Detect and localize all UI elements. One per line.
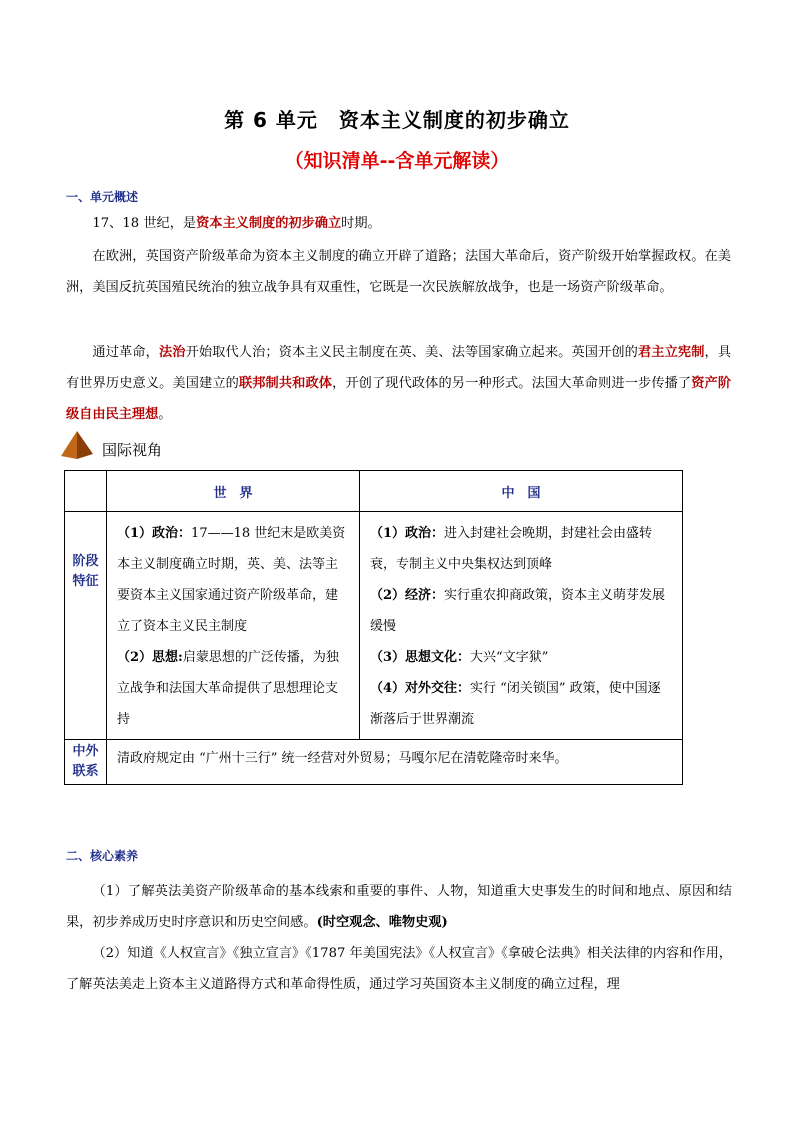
row-head-text: 中外联系 [72, 744, 99, 779]
highlight-text: 联邦制共和政体 [238, 376, 333, 391]
world-item [117, 518, 349, 642]
header-empty-cell [65, 471, 107, 512]
table-row [65, 512, 683, 740]
text-run: 开始取代人治；资本主义民主制度在英、美、法等国家确立起来。英国开创的 [185, 345, 638, 360]
world-cell [107, 512, 360, 740]
text-run: 。 [158, 407, 172, 422]
overview-paragraph-1 [66, 208, 731, 239]
highlight-text: 资本主义制度的初步确立 [196, 216, 342, 231]
section-heading-overview: 一、单元概述 [66, 190, 139, 204]
text-run: （1）了解英法美资产阶级革命的基本线索和重要的事件、人物，知道重大史事发生的时间和地点、原因和结果，初步养成历史时序意识和历史空间感。 [66, 884, 732, 930]
text-run: 时期。 [341, 216, 381, 231]
core-literacy-paragraph-2: （2）知道《人权宣言》《独立宣言》《1787 年美国宪法》《人权宣言》《拿破仑法典》相关法律的内容和作用，了解英法美走上资本主义道路得方式和革命得性质，通过学习英国资本主义制度的确立过程，理 [66, 946, 732, 992]
overview-paragraph-3 [66, 337, 731, 430]
world-item [117, 642, 349, 735]
comparison-table [64, 470, 683, 785]
item-label: （4）对外交往： [370, 681, 471, 696]
page-title: 第 6 单元 资本主义制度的初步确立 [224, 108, 570, 132]
item-label: （3）思想文化： [370, 650, 471, 665]
item-text: 实行 “闭关锁国” 政策，使中国逐渐落后于世界潮流 [370, 681, 661, 727]
china-cell [360, 512, 683, 740]
china-item [370, 518, 672, 580]
text-run: 17、18 世纪，是 [92, 216, 197, 231]
item-text: 进入封建社会晚期，封建社会由盛转衰，专制主义中央集权达到顶峰 [370, 526, 653, 572]
highlight-text: 资产阶级自由民主理想 [66, 376, 732, 422]
overview-paragraph-2: 在欧洲，英国资产阶级革命为资本主义制度的确立开辟了道路；法国大革命后，资产阶级开始掌握政权。在美洲，美国反抗英国殖民统治的独立战争具有双重性，它既是一次民族解放战争，也是一场资产阶级革命。 [66, 249, 731, 295]
item-text: 启蒙思想的广泛传播，为独立战争和法国大革命提供了思想理论支持 [117, 650, 339, 727]
item-text: 大兴“文字狱” [470, 650, 549, 665]
china-item [370, 580, 672, 642]
row-head-text: 阶段特征 [72, 554, 99, 589]
section-heading-core-literacy: 二、核心素养 [66, 849, 139, 863]
pyramid-icon [60, 430, 94, 460]
connections-cell: 清政府规定由 “广州十三行” 统一经营对外贸易；马嘎尔尼在清乾隆帝时来华。 [107, 740, 683, 785]
row-head-connections [65, 740, 107, 785]
item-label: （2）思想: [117, 650, 183, 665]
international-view-label: 国际视角 [102, 441, 163, 459]
text-run: ，具有世界历史意义。美国建立的 [66, 345, 732, 391]
bold-text: (时空观念、唯物史观) [316, 915, 448, 930]
item-text: 17——18 世纪末是欧美资本主义制度确立时期，英、美、法等主要资本主义国家通过资产阶级革命，建立了资本主义民主制度 [117, 526, 346, 634]
text-run: 通过革命， [92, 345, 159, 360]
item-text: 实行重农抑商政策，资本主义萌芽发展缓慢 [370, 588, 666, 634]
row-head-stage-features [65, 512, 107, 740]
item-label: （1）政治： [370, 526, 445, 541]
table-header-row [65, 471, 683, 512]
header-china: 中 国 [360, 471, 683, 512]
page-subtitle: （知识清单--含单元解读） [284, 150, 510, 172]
table-row [65, 740, 683, 785]
text-run: ，开创了现代政体的另一种形式。法国大革命则进一步传播了 [332, 376, 692, 391]
item-label: （1）政治： [117, 526, 192, 541]
header-world: 世 界 [107, 471, 360, 512]
china-item [370, 642, 672, 673]
core-literacy-paragraph-1 [66, 876, 732, 938]
china-item [370, 673, 672, 735]
item-label: （2）经济： [370, 588, 445, 603]
highlight-text: 法治 [158, 345, 186, 360]
highlight-text: 君主立宪制 [638, 345, 705, 360]
